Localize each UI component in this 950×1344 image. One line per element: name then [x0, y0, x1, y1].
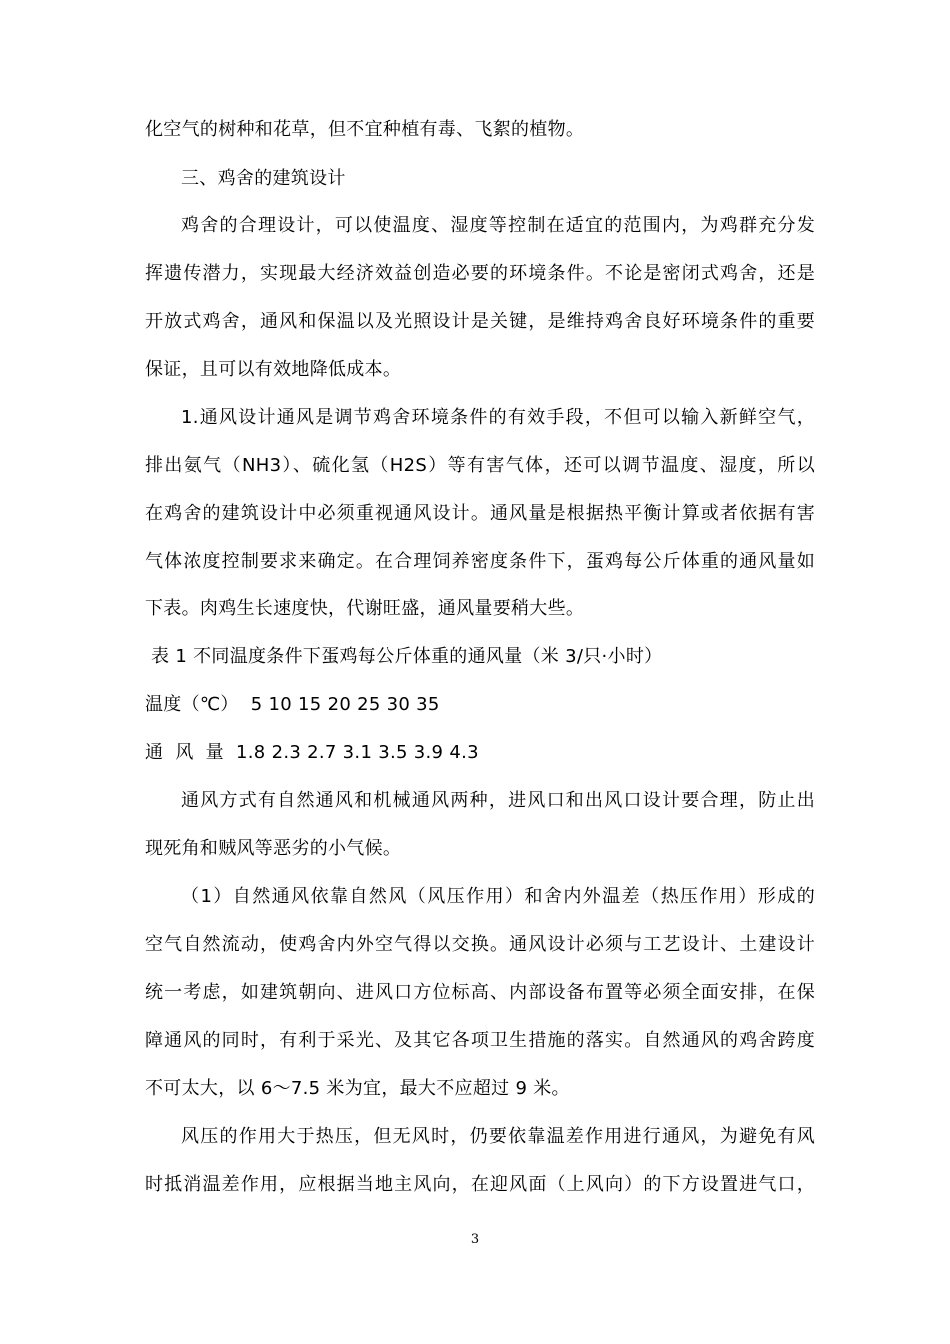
text-line: 下表。肉鸡生长速度快，代谢旺盛，通风量要稍大些。	[145, 598, 585, 619]
text-line: 鸡舍的合理设计，可以使温度、湿度等控制在适宜的范围内，为鸡群充分发	[181, 215, 815, 236]
table-row-temperature: 温度（℃） 5 10 15 20 25 30 35	[145, 694, 440, 715]
text-line: 化空气的树种和花草，但不宜种植有毒、飞絮的植物。	[145, 119, 585, 140]
text-line: 挥遗传潜力，实现最大经济效益创造必要的环境条件。不论是密闭式鸡舍，还是	[145, 263, 815, 284]
text-line: 现死角和贼风等恶劣的小气候。	[145, 838, 402, 859]
text-line: 排出氨气（NH3）、硫化氢（H2S）等有害气体，还可以调节温度、湿度，所以	[145, 455, 815, 476]
table-caption: 表 1 不同温度条件下蛋鸡每公斤体重的通风量（米 3/只·小时）	[151, 646, 663, 667]
text-line: 开放式鸡舍，通风和保温以及光照设计是关键，是维持鸡舍良好环境条件的重要	[145, 311, 815, 332]
text-line: 时抵消温差作用，应根据当地主风向，在迎风面（上风向）的下方设置进气口，	[145, 1174, 815, 1195]
text-line: 在鸡舍的建筑设计中必须重视通风设计。通风量是根据热平衡计算或者依据有害	[145, 503, 815, 524]
text-line: （1）自然通风依靠自然风（风压作用）和舍内外温差（热压作用）形成的	[181, 886, 815, 907]
text-line: 保证，且可以有效地降低成本。	[145, 359, 402, 380]
text-line: 风压的作用大于热压，但无风时，仍要依靠温差作用进行通风，为避免有风	[181, 1126, 815, 1147]
text-line: 气体浓度控制要求来确定。在合理饲养密度条件下，蛋鸡每公斤体重的通风量如	[145, 551, 815, 572]
table-row-ventilation: 通 风 量 1.8 2.3 2.7 3.1 3.5 3.9 4.3	[145, 742, 479, 763]
section-heading: 三、鸡舍的建筑设计	[181, 168, 346, 189]
text-line: 空气自然流动，使鸡舍内外空气得以交换。通风设计必须与工艺设计、土建设计	[145, 934, 815, 955]
text-line: 统一考虑，如建筑朝向、进风口方位标高、内部设备布置等必须全面安排，在保	[145, 982, 815, 1003]
text-line: 1.通风设计通风是调节鸡舍环境条件的有效手段，不但可以输入新鲜空气，	[181, 407, 815, 428]
text-line: 通风方式有自然通风和机械通风两种，进风口和出风口设计要合理，防止出	[181, 790, 815, 811]
text-line: 障通风的同时，有利于采光、及其它各项卫生措施的落实。自然通风的鸡舍跨度	[145, 1030, 815, 1051]
text-line: 不可太大，以 6～7.5 米为宜，最大不应超过 9 米。	[145, 1078, 570, 1099]
page-number: 3	[470, 1232, 480, 1247]
